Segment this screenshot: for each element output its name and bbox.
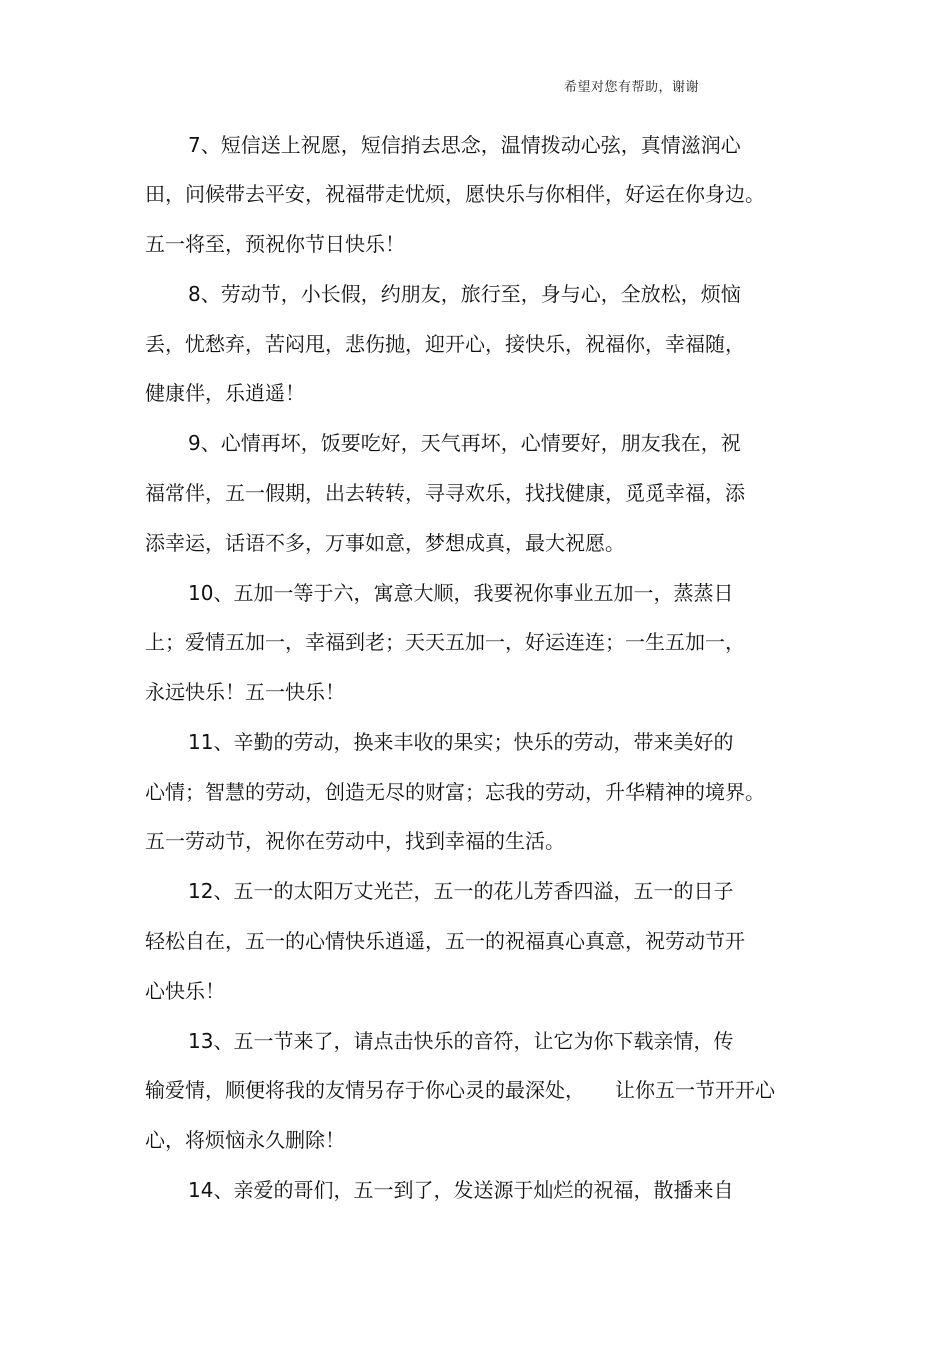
paragraph-12-line-1: 12、五一的太阳万丈光芒，五一的花儿芳香四溢，五一的日子 (188, 879, 734, 903)
paragraph-8-line-3: 健康伴，乐逍遥！ (145, 381, 305, 405)
paragraph-8-line-1: 8、劳动节，小长假，约朋友，旅行至，身与心，全放松，烦恼 (188, 282, 741, 306)
paragraph-10-line-1: 10、五加一等于六，寓意大顺，我要祝你事业五加一，蒸蒸日 (188, 581, 734, 605)
paragraph-12-line-2: 轻松自在，五一的心情快乐逍遥，五一的祝福真心真意，祝劳动节开 (145, 929, 745, 953)
paragraph-11-line-1: 11、辛勤的劳动，换来丰收的果实；快乐的劳动，带来美好的 (188, 730, 734, 754)
paragraph-14-line-1: 14、亲爱的哥们，五一到了，发送源于灿烂的祝福，散播来自 (188, 1178, 734, 1202)
paragraph-7-line-1: 7、短信送上祝愿，短信捎去思念，温情拨动心弦，真情滋润心 (188, 133, 741, 157)
paragraph-8-line-2: 丢，忧愁弃，苦闷甩，悲伤抛，迎开心，接快乐，祝福你，幸福随， (145, 332, 745, 356)
paragraph-9-line-2: 福常伴，五一假期，出去转转，寻寻欢乐，找找健康，觅觅幸福，添 (145, 481, 745, 505)
paragraph-10-line-3: 永远快乐！五一快乐！ (145, 680, 345, 704)
paragraph-11-line-2: 心情；智慧的劳动，创造无尽的财富；忘我的劳动，升华精神的境界。 (145, 780, 765, 804)
paragraph-11-line-3: 五一劳动节，祝你在劳动中，找到幸福的生活。 (145, 829, 565, 853)
paragraph-13-line-1: 13、五一节来了，请点击快乐的音符，让它为你下载亲情，传 (188, 1029, 734, 1053)
paragraph-12-line-3: 心快乐！ (145, 979, 225, 1003)
paragraph-9-line-3: 添幸运，话语不多，万事如意，梦想成真，最大祝愿。 (145, 531, 625, 555)
paragraph-13-line-3: 心，将烦恼永久删除！ (145, 1128, 345, 1152)
header-note: 希望对您有帮助，谢谢 (564, 80, 700, 95)
paragraph-7-line-3: 五一将至，预祝你节日快乐！ (145, 232, 405, 256)
paragraph-13-line-2: 输爱情，顺便将我的友情另存于你心灵的最深处， 让你五一节开开心 (145, 1078, 775, 1102)
paragraph-9-line-1: 9、心情再坏，饭要吃好，天气再坏，心情要好，朋友我在，祝 (188, 431, 741, 455)
paragraph-7-line-2: 田，问候带去平安，祝福带走忧烦，愿快乐与你相伴，好运在你身边。 (145, 182, 765, 206)
paragraph-10-line-2: 上；爱情五加一，幸福到老；天天五加一，好运连连；一生五加一， (145, 630, 745, 654)
